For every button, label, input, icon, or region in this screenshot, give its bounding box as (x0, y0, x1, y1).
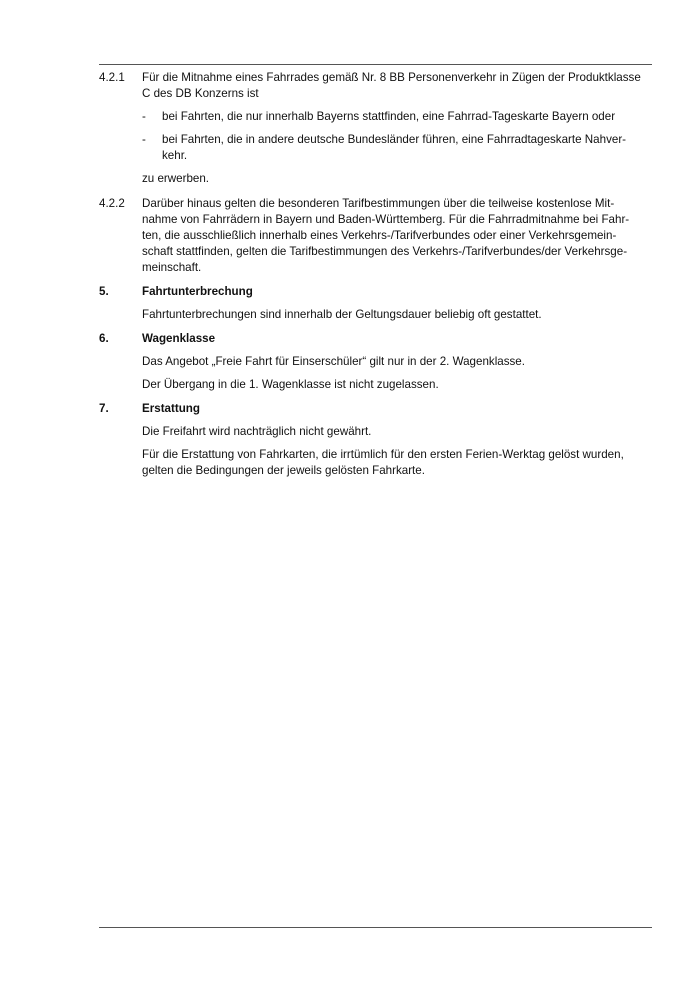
section-text (142, 447, 652, 479)
text-line: bei Fahrten, die in andere deutsche Bundesländer führen, eine Fahrradtageskarte Nahver- (162, 133, 627, 146)
text-line: meinschaft. (142, 261, 202, 274)
section-text: Die Freifahrt wird nachträglich nicht gewährt. (142, 425, 372, 438)
section-number: 5. (99, 285, 109, 298)
section-heading: Wagenklasse (142, 332, 216, 345)
section-number: 6. (99, 332, 109, 345)
dash-marker: - (142, 110, 146, 123)
text-line: Für die Mitnahme eines Fahrrades gemäß Nr. 8 BB Personenverkehr in Zügen der Produktklasse (142, 71, 641, 84)
section-number: 4.2.2 (99, 197, 125, 210)
section-6 (99, 331, 652, 393)
text-line: nahme von Fahrrädern in Bayern und Baden-Württemberg. Für die Fahrradmitnahme bei Fahr- (142, 213, 630, 226)
text-line: kehr. (162, 149, 188, 162)
text-line: gelten die Bedingungen der jeweils gelösten Fahrkarte. (142, 464, 425, 477)
section-paragraph (142, 196, 652, 276)
section-7 (99, 401, 652, 479)
section-text: Das Angebot „Freie Fahrt für Einserschüler“ gilt nur in der 2. Wagenklasse. (142, 355, 525, 368)
text-line: schaft stattfinden, gelten die Tarifbestimmungen des Verkehrs-/Tarifverbundes/der Verkehrsge- (142, 245, 628, 258)
section-text: Fahrtunterbrechungen sind innerhalb der Geltungsdauer beliebig oft gestattet. (142, 308, 542, 321)
text-line: ten, die ausschließlich innerhalb eines Verkehrs-/Tarifverbundes oder einer Verkehrsgemein- (142, 229, 617, 242)
section-number: 4.2.1 (99, 71, 125, 84)
text-line: bei Fahrten, die nur innerhalb Bayerns stattfinden, eine Fahrrad-Tageskarte Bayern oder (162, 110, 616, 123)
header-rule (99, 64, 652, 65)
section-heading: Erstattung (142, 402, 200, 415)
section-intro (142, 70, 652, 102)
text-line: Für die Erstattung von Fahrkarten, die irrtümlich für den ersten Ferien-Werktag gelöst wurden, (142, 448, 624, 461)
list-item (142, 132, 652, 164)
section-4-2-2 (99, 196, 652, 276)
section-closing: zu erwerben. (142, 172, 210, 185)
section-number: 7. (99, 402, 109, 415)
list-item (142, 109, 652, 125)
text-line: C des DB Konzerns ist (142, 87, 259, 100)
footer-rule (99, 927, 652, 928)
section-heading: Fahrtunterbrechung (142, 285, 253, 298)
section-4-2-1 (99, 70, 652, 187)
dash-marker: - (142, 133, 146, 146)
section-text: Der Übergang in die 1. Wagenklasse ist nicht zugelassen. (142, 378, 439, 391)
section-5 (99, 284, 652, 323)
document-body (99, 70, 652, 479)
text-line: Darüber hinaus gelten die besonderen Tarifbestimmungen über die teilweise kostenlose Mit- (142, 197, 615, 210)
